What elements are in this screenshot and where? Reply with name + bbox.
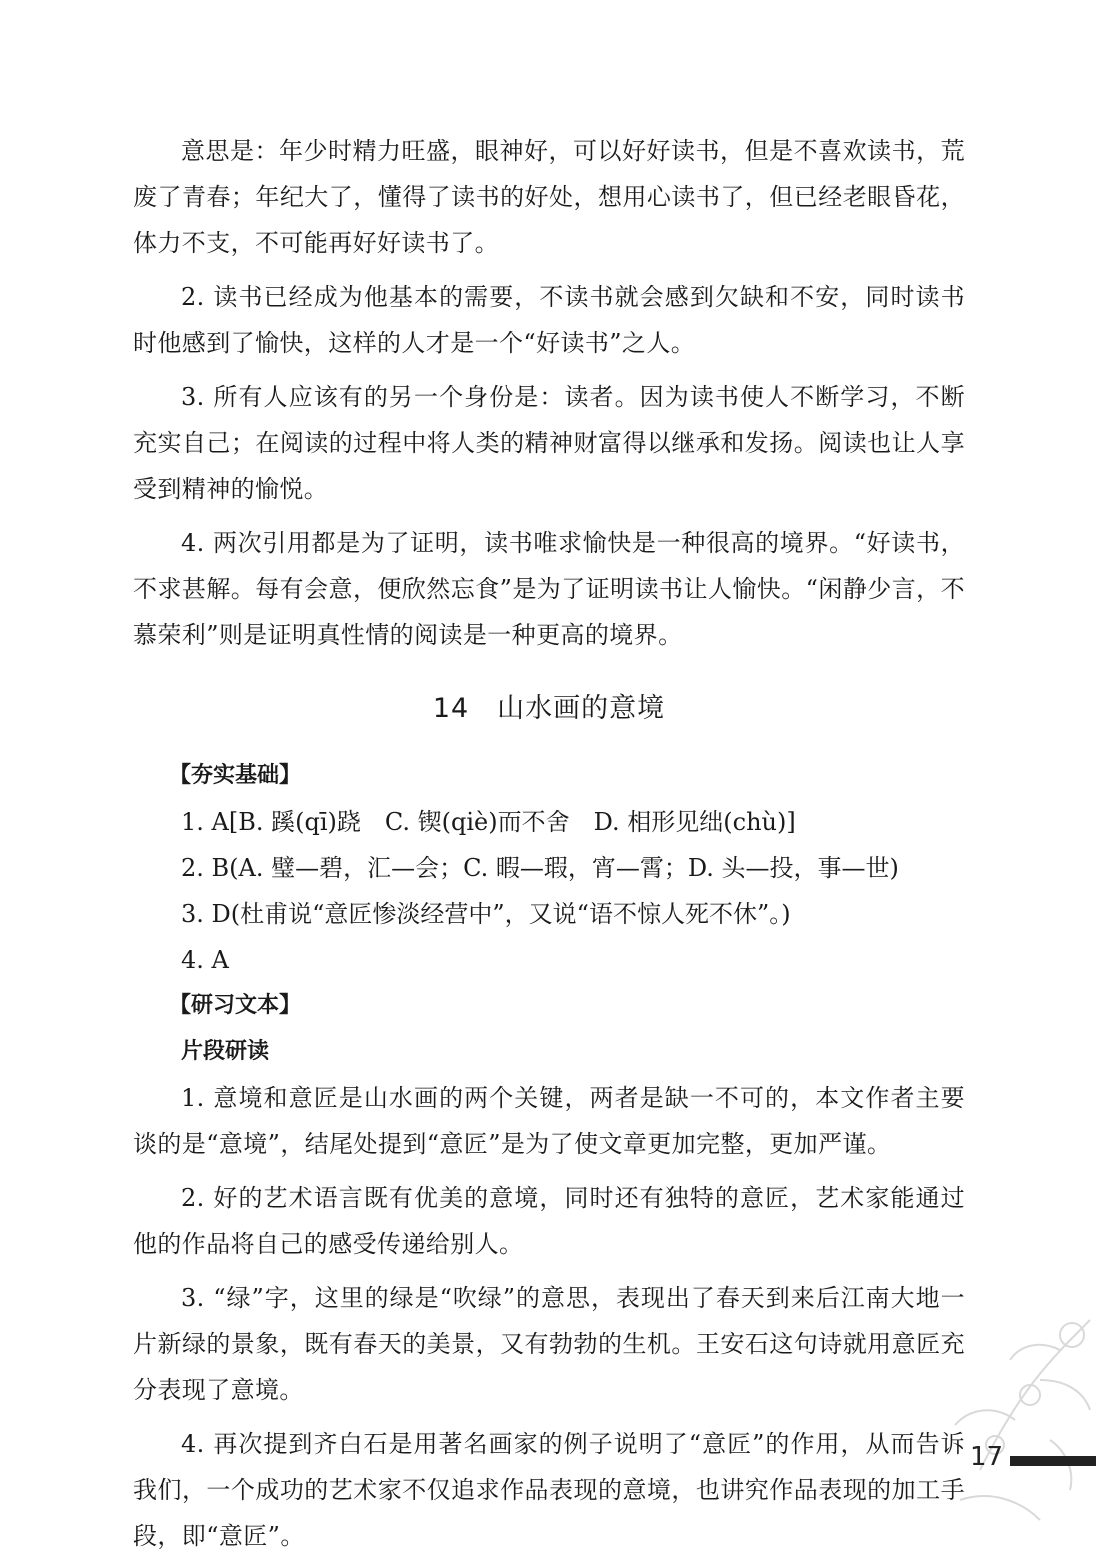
study-heading: 【研习文本】: [169, 993, 302, 1018]
study-paragraph-1: 1. 意境和意匠是山水画的两个关键，两者是缺一不可的，本文作者主要谈的是“意境”，结尾处提到“意匠”是为了使文章更加完整，更加严谨。: [133, 1084, 965, 1158]
section-number: 14: [432, 693, 470, 724]
answer-paragraph-3: 3. 所有人应该有的另一个身份是：读者。因为读书使人不断学习，不断充实自己；在阅读的过程中将人类的精神财富得以继承和发扬。阅读也让人享受到精神的愉悦。: [133, 383, 965, 503]
study-paragraph-2: 2. 好的艺术语言既有优美的意境，同时还有独特的意匠，艺术家能通过他的作品将自己的感受传递给别人。: [133, 1184, 965, 1258]
foundation-item-3: 3. D(杜甫说“意匠惨淡经营中”，又说“语不惊人死不休”。): [181, 900, 791, 928]
foundation-heading: 【夯实基础】: [169, 763, 302, 788]
answer-paragraph-2: 2. 读书已经成为他基本的需要，不读书就会感到欠缺和不安，同时读书时他感到了愉快，这样的人才是一个“好读书”之人。: [133, 283, 965, 357]
section-title: [133, 686, 965, 725]
study-paragraph-4: 4. 再次提到齐白石是用著名画家的例子说明了“意匠”的作用，从而告诉我们，一个成功的艺术家不仅追求作品表现的意境，也讲究作品表现的加工手段，即“意匠”。: [133, 1430, 965, 1550]
study-paragraph-3: 3. “绿”字，这里的绿是“吹绿”的意思，表现出了春天到来后江南大地一片新绿的景象，既有春天的美景，又有勃勃的生机。王安石这句诗就用意匠充分表现了意境。: [133, 1284, 965, 1404]
page-content: [133, 128, 965, 1567]
page-number-bar: [1010, 1456, 1096, 1466]
floral-decoration-icon: [900, 1300, 1096, 1536]
answer-paragraph-4: 4. 两次引用都是为了证明，读书唯求愉快是一种很高的境界。“好读书，不求甚解。每有会意，便欣然忘食”是为了证明读书让人愉快。“闲静少言，不慕荣利”则是证明真性情的阅读是一种更高的境界。: [133, 529, 965, 649]
page-number: 17: [970, 1442, 1004, 1472]
foundation-item-1: 1. A[B. 蹊(qī)跷 C. 锲(qiè)而不舍 D. 相形见绌(chù)]: [181, 808, 796, 836]
foundation-item-4: 4. A: [181, 946, 229, 974]
section-title-text: 山水画的意境: [497, 693, 666, 724]
foundation-item-2: 2. B(A. 璧—碧，汇—会；C. 暇—瑕，宵—霄；D. 头—投，事—世): [181, 854, 899, 882]
study-subheading: 片段研读: [181, 1039, 270, 1064]
answer-paragraph-1: 意思是：年少时精力旺盛，眼神好，可以好好读书，但是不喜欢读书，荒废了青春；年纪大了，懂得了读书的好处，想用心读书了，但已经老眼昏花，体力不支，不可能再好好读书了。: [133, 137, 965, 257]
